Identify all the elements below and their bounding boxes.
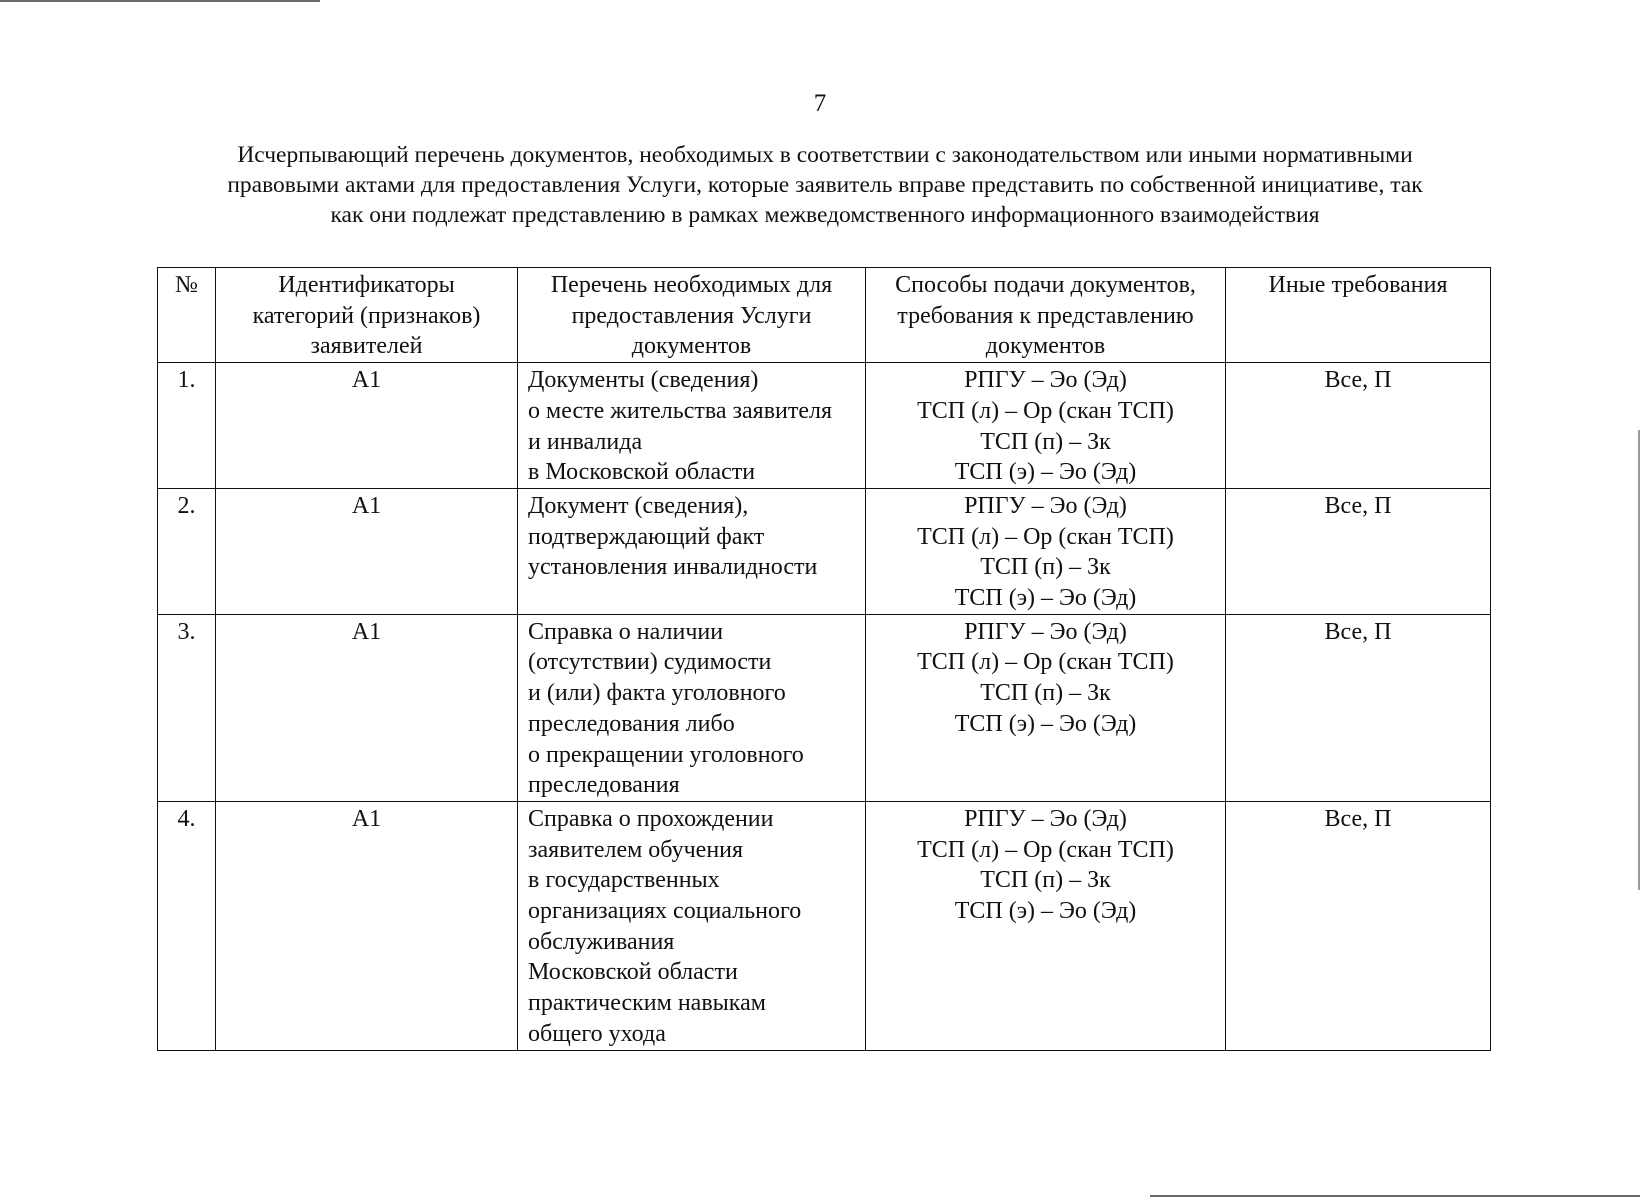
row-document (518, 363, 866, 489)
row-other-requirements: Все, П (1226, 801, 1491, 1050)
header-text: документов (985, 333, 1106, 360)
header-text: № (175, 272, 198, 298)
row-methods (866, 363, 1226, 489)
header-text: категорий (признаков) (252, 302, 481, 329)
header-text: Способы подачи документов, (895, 272, 1196, 298)
table-row (158, 488, 1491, 614)
table-row (158, 614, 1491, 801)
document-line: о месте жительства заявителя (528, 397, 833, 424)
row-number: 3. (158, 614, 216, 801)
method-line: ТСП (л) – Ор (скан ТСП) (917, 397, 1174, 424)
method-line: ТСП (э) – Эо (Эд) (954, 459, 1137, 486)
row-category: А1 (216, 801, 518, 1050)
header-methods (866, 268, 1226, 363)
title-line: Исчерпывающий перечень документов, необходимых в соответствии с законодательством или иными нормативными (237, 142, 1413, 168)
document-line: Документы (сведения) (528, 367, 759, 394)
method-line: РПГУ – Эо (Эд) (964, 367, 1127, 394)
row-document (518, 488, 866, 614)
table-row (158, 363, 1491, 489)
method-line: ТСП (л) – Ор (скан ТСП) (917, 649, 1174, 676)
scan-edge-bottom (1150, 1195, 1640, 1197)
row-category: А1 (216, 488, 518, 614)
documents-table (157, 267, 1491, 1051)
row-other-requirements: Все, П (1226, 363, 1491, 489)
document-line: организациях социального (528, 898, 802, 925)
header-category (216, 268, 518, 363)
document-line: в Московской области (528, 459, 756, 486)
row-category: А1 (216, 614, 518, 801)
header-num (158, 268, 216, 363)
document-line: преследования (528, 772, 680, 799)
row-number: 1. (158, 363, 216, 489)
method-line: ТСП (э) – Эо (Эд) (954, 710, 1137, 737)
method-line: ТСП (п) – Зк (980, 867, 1111, 894)
row-methods (866, 488, 1226, 614)
document-line: заявителем обучения (528, 836, 744, 863)
document-line: в государственных (528, 867, 720, 894)
method-line: ТСП (п) – Зк (980, 680, 1111, 707)
document-line: обслуживания (528, 928, 675, 955)
document-line: общего ухода (528, 1020, 666, 1047)
document-line: Московской области (528, 959, 738, 986)
header-other-requirements (1226, 268, 1491, 363)
method-line: ТСП (п) – Зк (980, 554, 1111, 581)
document-line: Справка о прохождении (528, 805, 774, 832)
document-line: преследования либо (528, 710, 735, 737)
document-line: Документ (сведения), (528, 492, 749, 519)
document-line: и (или) факта уголовного (528, 680, 786, 707)
row-methods (866, 614, 1226, 801)
row-document (518, 801, 866, 1050)
row-number: 2. (158, 488, 216, 614)
method-line: ТСП (п) – Зк (980, 428, 1111, 455)
method-line: ТСП (э) – Эо (Эд) (954, 898, 1137, 925)
document-line: о прекращении уголовного (528, 741, 804, 768)
header-text: документов (631, 333, 752, 360)
header-text: Иные требования (1268, 272, 1448, 298)
header-text: Перечень необходимых для (550, 272, 833, 298)
header-text: требования к представлению (897, 302, 1194, 329)
document-line: практическим навыкам (528, 990, 766, 1017)
document-line: установления инвалидности (528, 554, 818, 581)
document-line: подтверждающий факт (528, 523, 765, 550)
row-methods (866, 801, 1226, 1050)
title-line: как они подлежат представлению в рамках межведомственного информационного взаимодействия (330, 202, 1320, 228)
table-header-row (158, 268, 1491, 363)
header-text: заявителей (310, 333, 423, 360)
table-row (158, 801, 1491, 1050)
header-documents (518, 268, 866, 363)
method-line: РПГУ – Эо (Эд) (964, 618, 1127, 645)
row-other-requirements: Все, П (1226, 488, 1491, 614)
scan-edge-top (0, 0, 320, 2)
method-line: ТСП (л) – Ор (скан ТСП) (917, 523, 1174, 550)
document-line: (отсутствии) судимости (528, 649, 772, 676)
method-line: РПГУ – Эо (Эд) (964, 492, 1127, 519)
method-line: РПГУ – Эо (Эд) (964, 805, 1127, 832)
title-line: правовыми актами для предоставления Услуги, которые заявитель вправе представить по собственной инициативе, так (227, 172, 1423, 198)
row-number: 4. (158, 801, 216, 1050)
document-line: и инвалида (528, 428, 643, 455)
row-category: А1 (216, 363, 518, 489)
row-document (518, 614, 866, 801)
document-line: Справка о наличии (528, 618, 724, 645)
method-line: ТСП (э) – Эо (Эд) (954, 585, 1137, 612)
page-number: 7 (813, 90, 827, 117)
header-text: Идентификаторы (278, 272, 455, 298)
method-line: ТСП (л) – Ор (скан ТСП) (917, 836, 1174, 863)
header-text: предоставления Услуги (571, 302, 812, 329)
row-other-requirements: Все, П (1226, 614, 1491, 801)
document-title (160, 140, 1490, 230)
